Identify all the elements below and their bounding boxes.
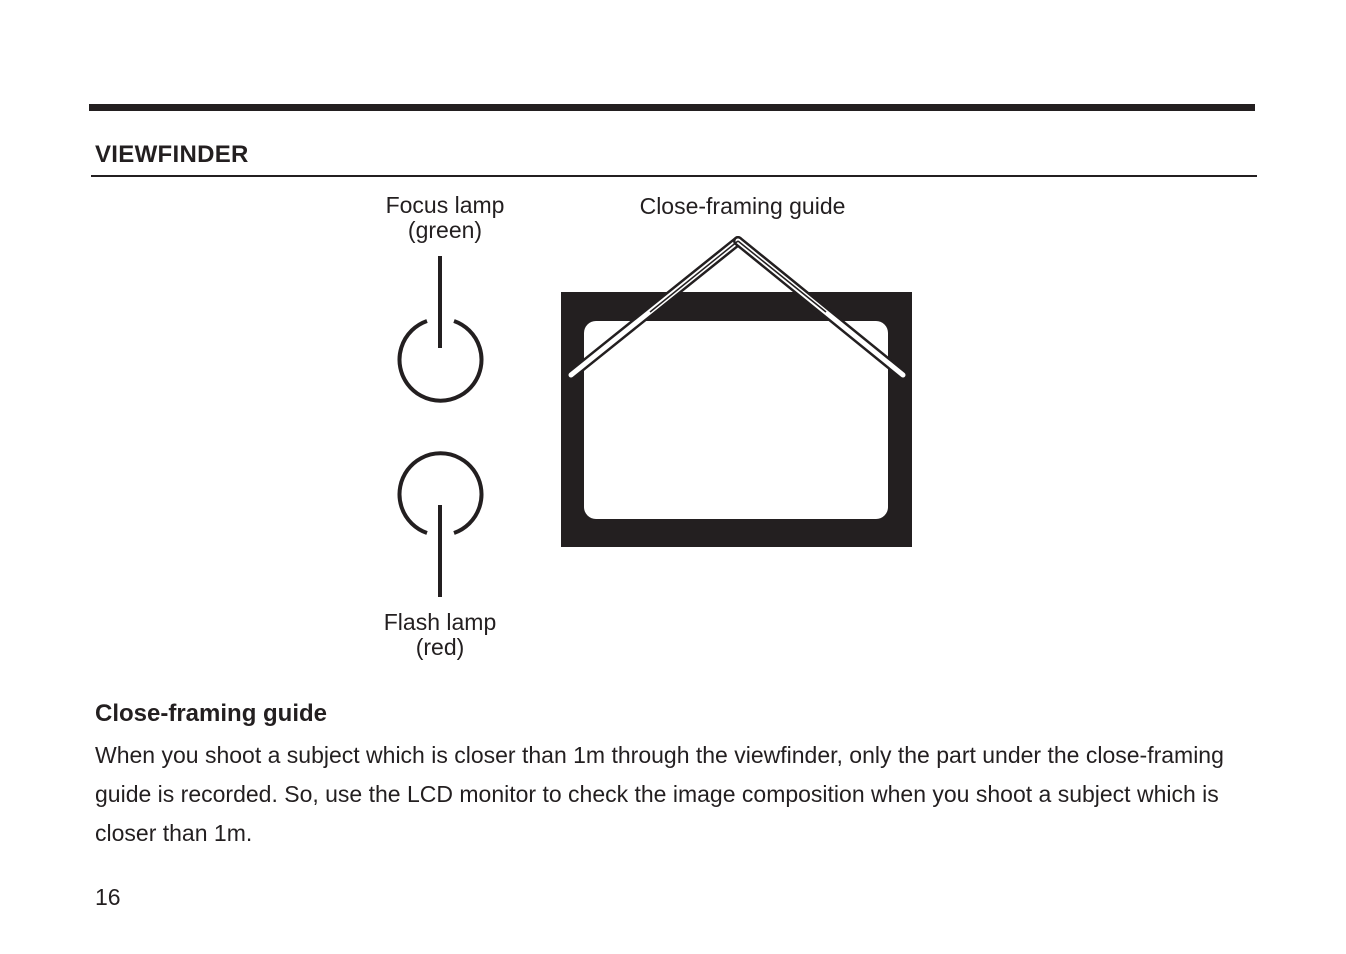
flash-lamp-label (355, 610, 525, 660)
flash-lamp-label-line1: Flash lamp (383, 609, 497, 635)
subsection-body: When you shoot a subject which is closer than 1m through the viewfinder, only the part under the close-framing guide is recorded. So, use the LCD monitor to check the image composition when you shoot a subject which is closer than 1m. (95, 742, 1224, 846)
close-framing-guide-label: Close-framing guide (639, 193, 846, 219)
section-title: VIEWFINDER (95, 141, 249, 168)
focus-lamp-label-line1: Focus lamp (385, 192, 505, 218)
focus-lamp-label (360, 193, 530, 243)
subsection-heading: Close-framing guide (95, 700, 328, 727)
flash-lamp-label-line2: (red) (415, 634, 465, 660)
flash-lamp-icon (400, 453, 482, 597)
focus-lamp-icon (400, 256, 482, 401)
page-number: 16 (95, 884, 121, 910)
focus-lamp-label-line2: (green) (407, 217, 483, 243)
viewfinder-frame (561, 292, 912, 547)
